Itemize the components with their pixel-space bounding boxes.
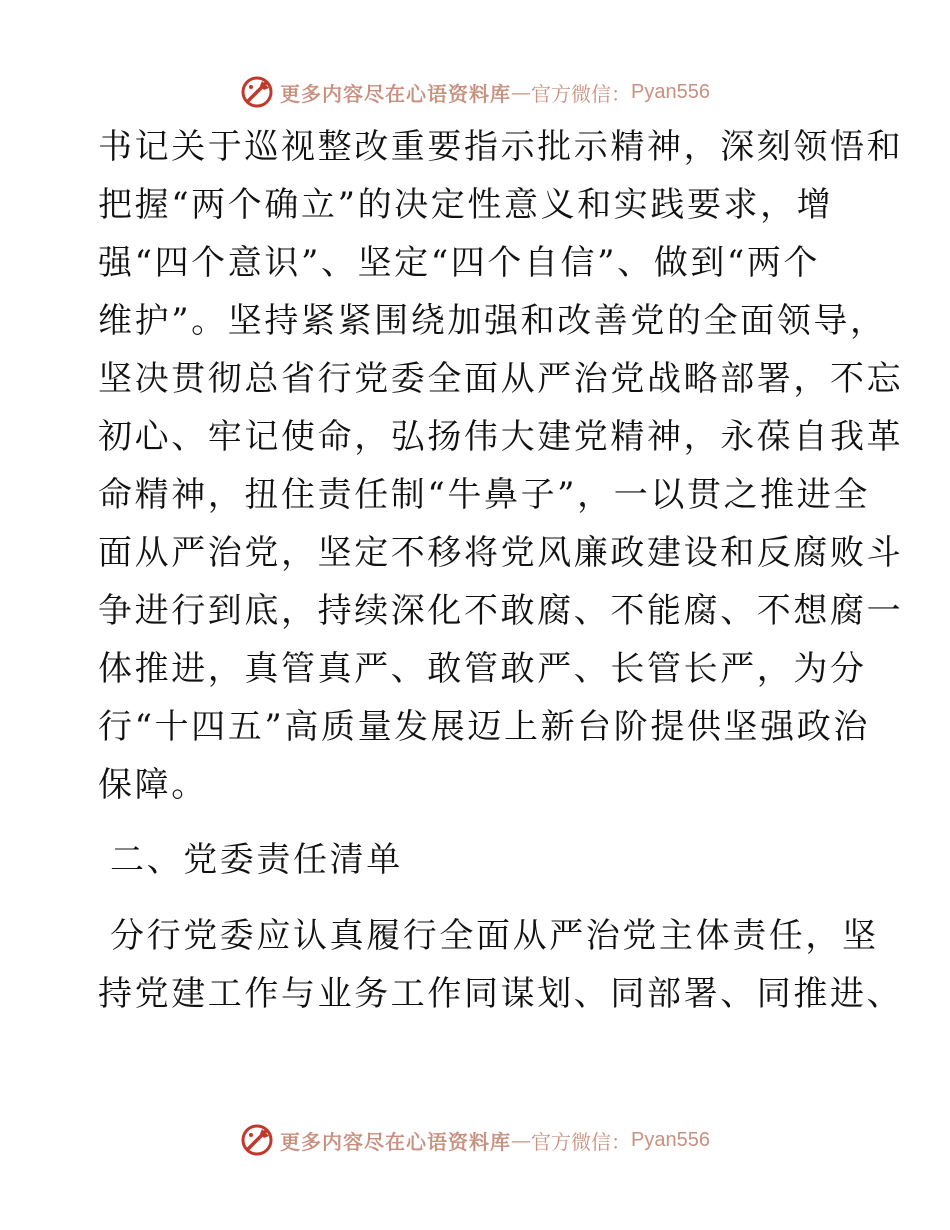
banner-site-name: 更多内容尽在心语资料库: [280, 1129, 512, 1154]
header-banner: [0, 72, 950, 112]
body-line: 行“十四五”高质量发展迈上新台阶提供坚强政治: [98, 707, 870, 747]
banner-wechat-id: Pyan556: [631, 1128, 710, 1151]
body-line: 命精神，扭住责任制“牛鼻子”，一以贯之推进全: [98, 475, 870, 515]
banner-separator: —: [511, 80, 532, 104]
body-line: 把握“两个确立”的决定性意义和实践要求，增: [98, 185, 834, 225]
body-line: 体推进，真管真严、敢管敢严、长管长严，为分: [98, 649, 867, 689]
body-line: 坚决贯彻总省行党委全面从严治党战略部署，不忘: [98, 359, 904, 399]
section-line: 持党建工作与业务工作同谋划、同部署、同推进、: [98, 974, 904, 1014]
banner-site-name: 更多内容尽在心语资料库: [280, 81, 512, 106]
body-line: 保障。: [98, 765, 208, 805]
body-line: 面从严治党，坚定不移将党风廉政建设和反腐败斗: [98, 533, 904, 573]
body-line: 初心、牢记使命，弘扬伟大建党精神，永葆自我革: [98, 417, 904, 457]
banner-wechat-label: 官方微信：: [531, 81, 632, 106]
logo-icon: [240, 75, 274, 109]
banner-wechat-label: 官方微信：: [531, 1129, 632, 1154]
body-line: 强“四个意识”、坚定“四个自信”、做到“两个: [98, 243, 821, 283]
section-heading: 二、党委责任清单: [110, 840, 403, 880]
body-line: 争进行到底，持续深化不敢腐、不能腐、不想腐一: [98, 591, 904, 631]
body-line: 书记关于巡视整改重要指示批示精神，深刻领悟和: [98, 127, 904, 167]
footer-banner: [0, 1120, 950, 1160]
banner-wechat-id: Pyan556: [631, 80, 710, 103]
banner-separator: —: [511, 1128, 532, 1152]
body-line: 维护”。坚持紧紧围绕加强和改善党的全面领导，: [98, 301, 887, 341]
logo-icon: [240, 1123, 274, 1157]
section-line: 分行党委应认真履行全面从严治党主体责任，坚: [110, 916, 879, 956]
